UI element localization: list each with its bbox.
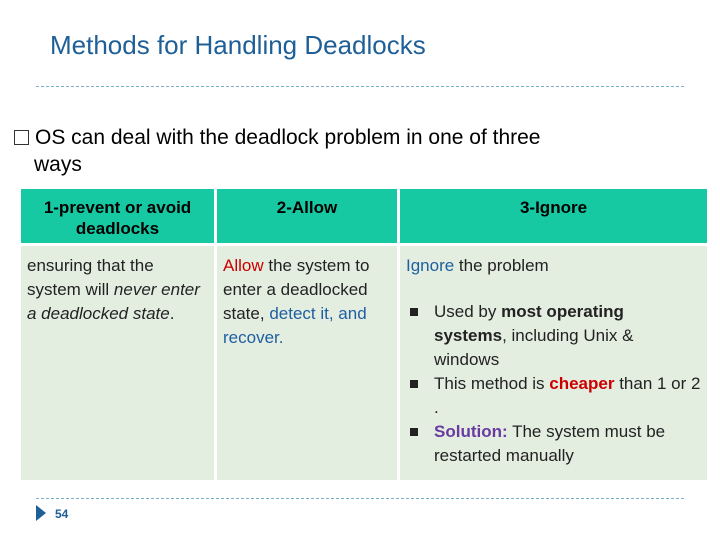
item-text-end: than 1 or 2 . bbox=[434, 374, 701, 417]
checkbox-bullet-icon bbox=[14, 130, 29, 145]
top-divider bbox=[36, 86, 684, 87]
intro-bullet-text-line2: ways bbox=[34, 153, 82, 176]
square-bullet-icon bbox=[410, 380, 418, 388]
cell-prevent-end: . bbox=[169, 304, 175, 323]
square-bullet-icon bbox=[410, 308, 418, 316]
cell-prevent-italic: never enter a deadlocked state bbox=[27, 280, 200, 323]
list-item bbox=[406, 300, 701, 372]
methods-table bbox=[18, 186, 710, 483]
ignore-list bbox=[406, 300, 701, 468]
arrow-marker-icon bbox=[36, 505, 46, 521]
header-prevent: 1-prevent or avoid deadlocks bbox=[21, 189, 214, 243]
cell-allow bbox=[217, 246, 397, 480]
list-item bbox=[406, 420, 701, 468]
cell-ignore-keyword: Ignore bbox=[406, 256, 455, 275]
list-item bbox=[406, 372, 701, 420]
cell-prevent bbox=[21, 246, 214, 480]
intro-bullet-text-line1: OS can deal with the deadlock problem in one of three bbox=[35, 126, 541, 149]
cell-allow-text: the system to enter a deadlocked state, bbox=[223, 256, 370, 323]
cell-allow-keyword: Allow bbox=[223, 256, 264, 275]
slide-title: Methods for Handling Deadlocks bbox=[50, 30, 426, 60]
cell-prevent-text: ensuring that the system will bbox=[27, 256, 154, 299]
item-purple: Solution: bbox=[434, 422, 508, 441]
cell-ignore-text: the problem bbox=[454, 256, 549, 275]
item-text-end: , including Unix & windows bbox=[434, 326, 634, 369]
bottom-divider bbox=[36, 498, 684, 499]
header-ignore: 3-Ignore bbox=[400, 189, 707, 243]
item-text: Used by bbox=[434, 302, 502, 321]
table-header-row bbox=[21, 189, 707, 243]
item-text: This method is bbox=[434, 374, 550, 393]
table-row bbox=[21, 246, 707, 480]
cell-ignore bbox=[400, 246, 707, 480]
square-bullet-icon bbox=[410, 428, 418, 436]
item-red-bold: cheaper bbox=[549, 374, 615, 393]
page-number: 54 bbox=[55, 507, 69, 521]
header-allow: 2-Allow bbox=[217, 189, 397, 243]
item-text-end: The system must be restarted manually bbox=[434, 422, 666, 465]
cell-allow-detect: detect it, and recover. bbox=[223, 304, 367, 347]
intro-bullet bbox=[14, 124, 694, 178]
item-bold: most operating systems bbox=[434, 302, 624, 345]
